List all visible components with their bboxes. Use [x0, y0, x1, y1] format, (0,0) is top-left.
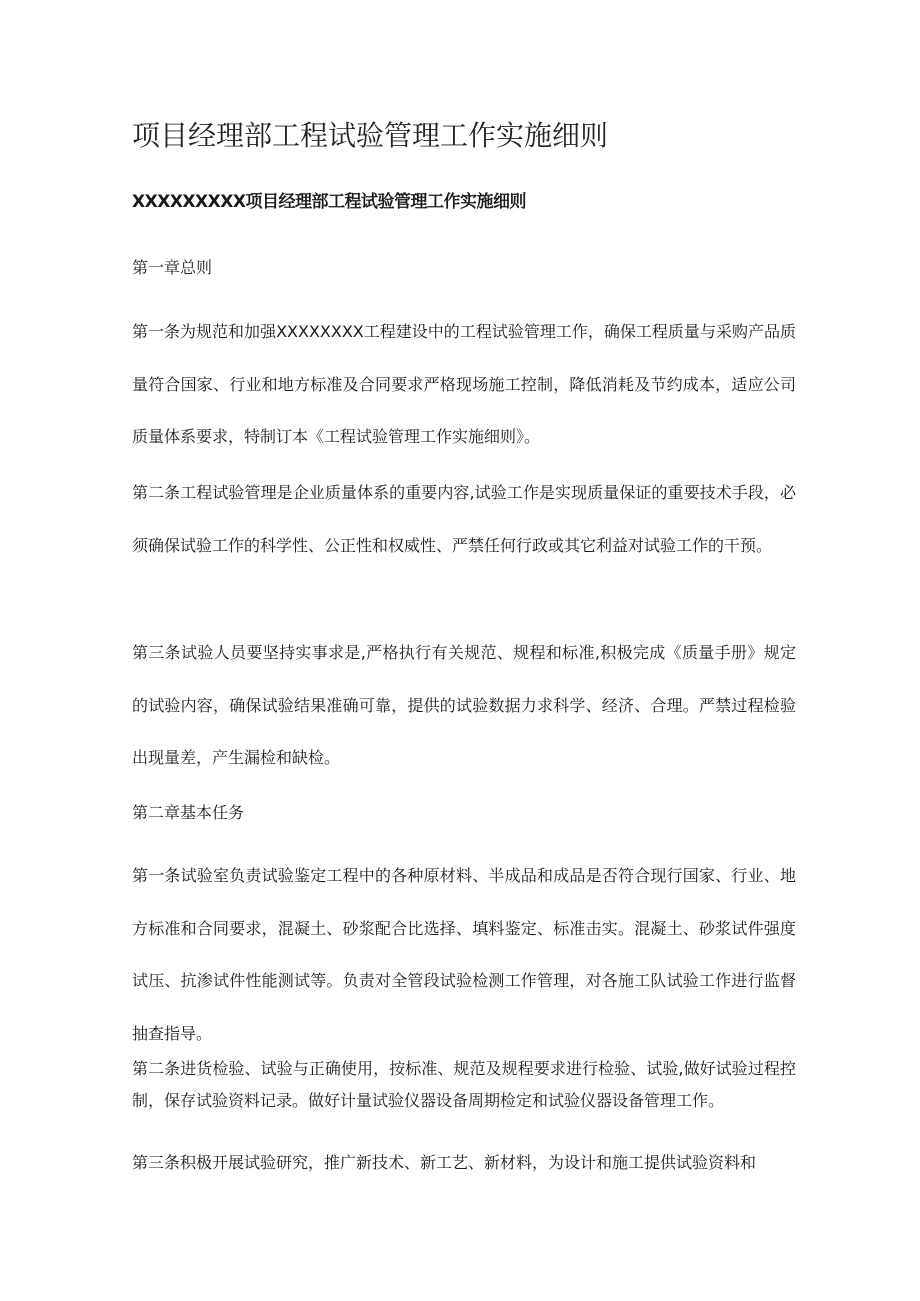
article-paragraph: 第一条为规范和加强XXXXXXXX工程建设中的工程试验管理工作，确保工程质量与采购产品质量符合国家、行业和地方标准及合同要求严格现场施工控制，降低消耗及节约成本，适应公司质量体系要求，特制订本《工程试验管理工作实施细则》。: [132, 322, 796, 446]
article-paragraph: 第二条工程试验管理是企业质量体系的重要内容,试验工作是实现质量保证的重要技术手段，必须确保试验工作的科学性、公正性和权威性、严禁任何行政或其它利益对试验工作的干预。: [132, 483, 796, 555]
article-paragraph: 第三条积极开展试验研究，推广新技术、新工艺、新材料，为设计和施工提供试验资料和: [132, 1153, 757, 1172]
chapter-heading: 第一章总则: [132, 258, 213, 277]
article-paragraph: 第三条试验人员要坚持实事求是,严格执行有关规范、规程和标准,积极完成《质量手册》规定的试验内容，确保试验结果准确可靠，提供的试验数据力求科学、经济、合理。严禁过程检验出现量差，产生漏检和缺检。: [132, 643, 796, 767]
article-paragraph: 第二条进货检验、试验与正确使用，按标准、规范及规程要求进行检验、试验,做好试验过程控制，保存试验资料记录。做好计量试验仪器设备周期检定和试验仪器设备管理工作。: [132, 1059, 796, 1110]
document-subtitle: XXXXXXXXX项目经理部工程试验管理工作实施细则: [132, 192, 526, 212]
article-paragraph: 第一条试验室负责试验鉴定工程中的各种原材料、半成品和成品是否符合现行国家、行业、地方标准和合同要求，混凝土、砂浆配合比选择、填料鉴定、标准击实。混凝土、砂浆试件强度试压、抗渗试件性能测试等。负责对全管段试验检测工作管理，对各施工队试验工作进行监督抽查指导。: [132, 866, 796, 1043]
chapter-heading: 第二章基本任务: [132, 803, 245, 822]
document-title: 项目经理部工程试验管理工作实施细则: [132, 119, 609, 152]
